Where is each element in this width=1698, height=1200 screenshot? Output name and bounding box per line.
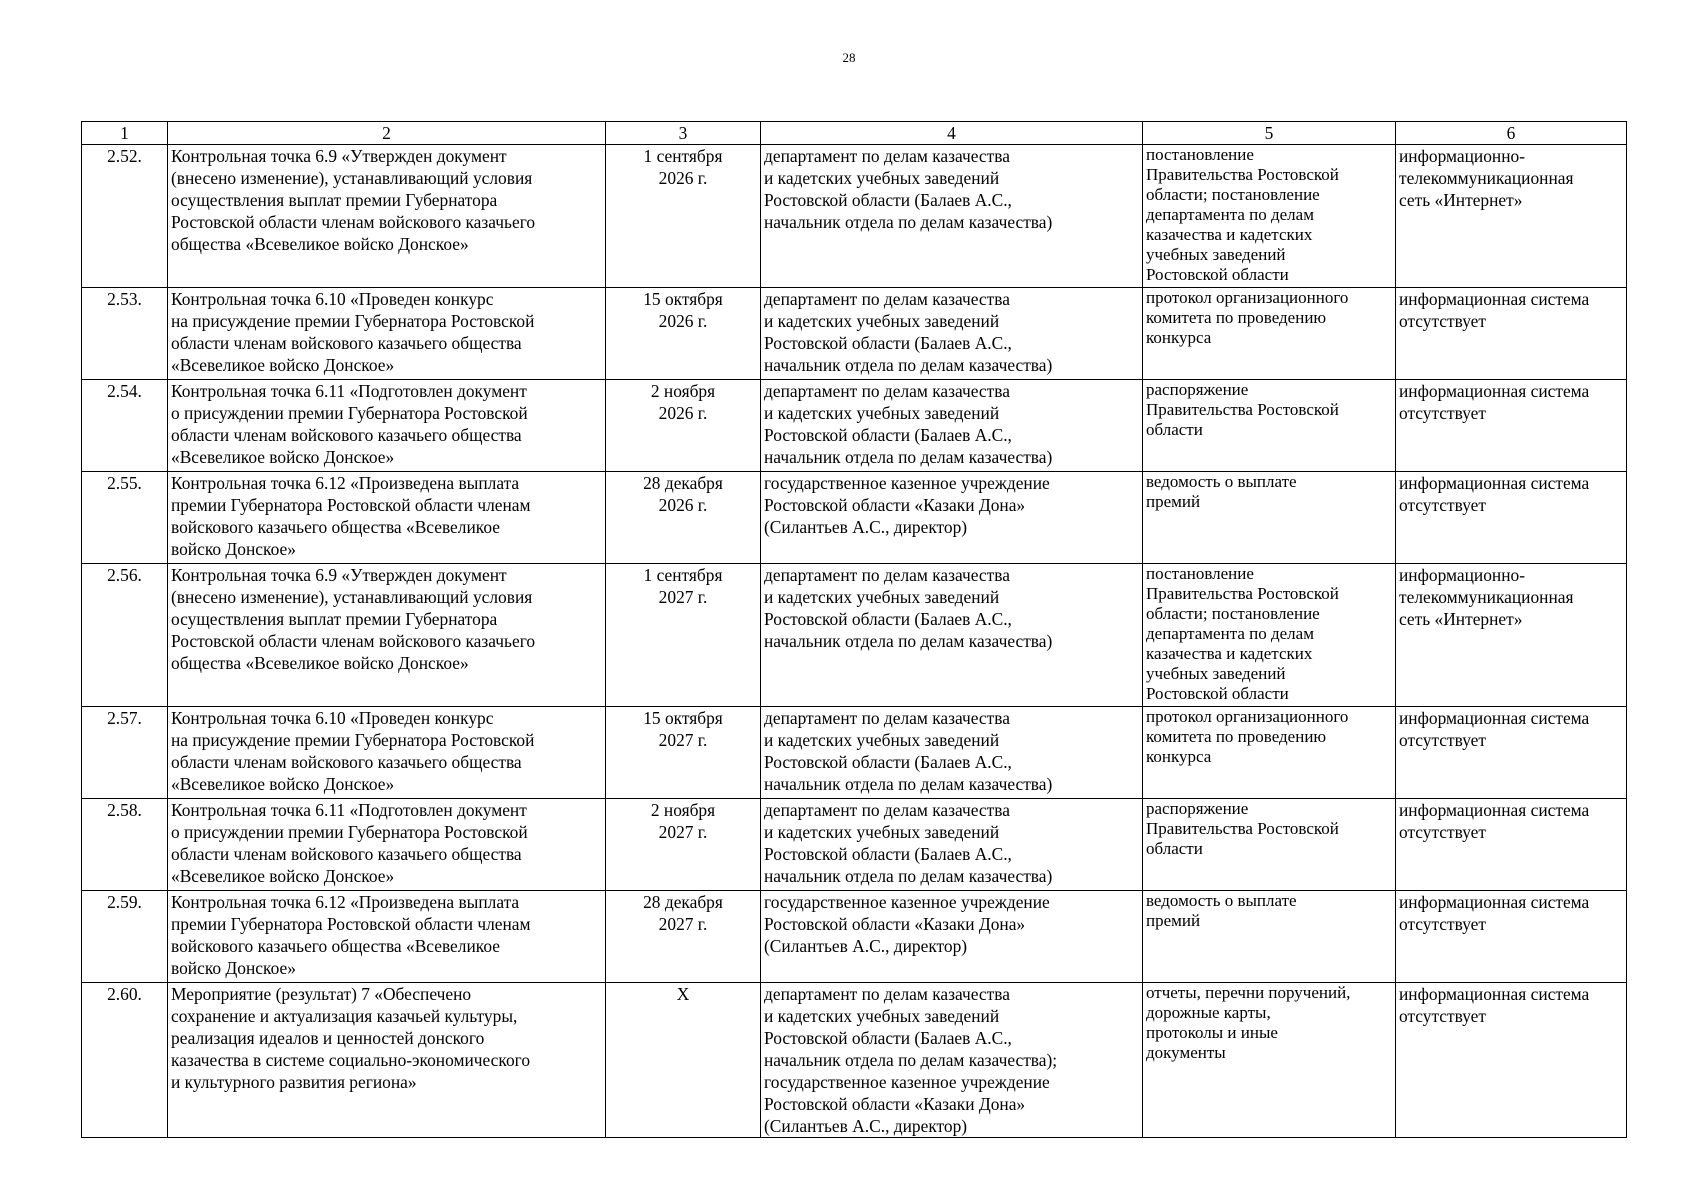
control-point-name-line: и культурного развития региона» bbox=[171, 1072, 417, 1092]
deadline-date-line: 2027 г. bbox=[658, 730, 708, 750]
information-system-cell bbox=[1396, 288, 1627, 380]
control-point-name-cell bbox=[168, 799, 606, 891]
deadline-date-line: 15 октября bbox=[643, 289, 723, 309]
information-system-line: телекоммуникационная bbox=[1399, 168, 1574, 188]
confirming-document-line: Правительства Ростовской bbox=[1146, 165, 1339, 184]
control-points-table bbox=[81, 121, 1627, 1138]
control-point-name-line: Ростовской области членам войскового казачьего bbox=[171, 631, 536, 651]
responsible-executor-line: и кадетских учебных заведений bbox=[764, 403, 1000, 423]
control-point-name-cell bbox=[168, 891, 606, 983]
column-number-row bbox=[82, 122, 1627, 145]
control-point-name-cell bbox=[168, 707, 606, 799]
responsible-executor-cell bbox=[761, 564, 1143, 707]
deadline-date-line: 28 декабря bbox=[643, 892, 723, 912]
responsible-executor-line: и кадетских учебных заведений bbox=[764, 311, 1000, 331]
responsible-executor-line: (Силантьев А.С., директор) bbox=[764, 1116, 968, 1136]
information-system-cell bbox=[1396, 983, 1627, 1138]
control-point-name-cell bbox=[168, 380, 606, 472]
confirming-document-line: области; постановление bbox=[1146, 185, 1320, 204]
responsible-executor-line: Ростовской области (Балаев А.С., bbox=[764, 609, 1012, 629]
column-header: 3 bbox=[606, 122, 761, 145]
control-point-name-line: Ростовской области членам войскового казачьего bbox=[171, 212, 536, 232]
control-point-name-line: реализация идеалов и ценностей донского bbox=[171, 1028, 485, 1048]
deadline-date-line: 1 сентября bbox=[643, 565, 723, 585]
row-number-cell: 2.59. bbox=[82, 891, 168, 983]
confirming-document-line: казачества и кадетских bbox=[1146, 644, 1313, 663]
table-row bbox=[82, 891, 1627, 983]
responsible-executor-line: и кадетских учебных заведений bbox=[764, 168, 1000, 188]
responsible-executor-line: начальник отдела по делам казачества) bbox=[764, 447, 1053, 467]
responsible-executor-cell bbox=[761, 145, 1143, 288]
responsible-executor-line: Ростовской области «Казаки Дона» bbox=[764, 495, 1026, 515]
information-system-cell bbox=[1396, 472, 1627, 564]
information-system-line: отсутствует bbox=[1399, 822, 1486, 842]
control-point-name-line: на присуждение премии Губернатора Ростовской bbox=[171, 311, 535, 331]
control-point-name-line: казачества в системе социально-экономического bbox=[171, 1050, 531, 1070]
column-header: 2 bbox=[168, 122, 606, 145]
confirming-document-line: учебных заведений bbox=[1146, 245, 1286, 264]
control-point-name-line: войскового казачьего общества «Всевеликое bbox=[171, 936, 500, 956]
information-system-cell bbox=[1396, 380, 1627, 472]
information-system-line: информационная система bbox=[1399, 708, 1590, 728]
deadline-date-cell bbox=[606, 891, 761, 983]
column-header: 1 bbox=[82, 122, 168, 145]
confirming-document-line: комитета по проведению bbox=[1146, 727, 1327, 746]
confirming-document-cell bbox=[1143, 472, 1396, 564]
control-point-name-line: «Всевеликое войско Донское» bbox=[171, 355, 395, 375]
confirming-document-line: протокол организационного bbox=[1146, 707, 1349, 726]
confirming-document-line: протоколы и иные bbox=[1146, 1023, 1278, 1042]
confirming-document-cell bbox=[1143, 799, 1396, 891]
control-point-name-line: Контрольная точка 6.9 «Утвержден документ bbox=[171, 146, 507, 166]
column-header: 4 bbox=[761, 122, 1143, 145]
confirming-document-line: премий bbox=[1146, 911, 1201, 930]
deadline-date-cell bbox=[606, 707, 761, 799]
deadline-date-cell bbox=[606, 380, 761, 472]
confirming-document-line: распоряжение bbox=[1146, 799, 1249, 818]
deadline-date-line: 2026 г. bbox=[658, 168, 708, 188]
column-header: 5 bbox=[1143, 122, 1396, 145]
information-system-cell bbox=[1396, 564, 1627, 707]
confirming-document-line: комитета по проведению bbox=[1146, 308, 1327, 327]
information-system-line: информационно- bbox=[1399, 146, 1526, 166]
confirming-document-line: Правительства Ростовской bbox=[1146, 819, 1339, 838]
table-row bbox=[82, 707, 1627, 799]
control-point-name-line: осуществления выплат премии Губернатора bbox=[171, 609, 498, 629]
page-number: 28 bbox=[842, 50, 856, 65]
information-system-line: информационная система bbox=[1399, 381, 1590, 401]
confirming-document-cell bbox=[1143, 145, 1396, 288]
control-point-name-line: войско Донское» bbox=[171, 539, 296, 559]
confirming-document-cell bbox=[1143, 983, 1396, 1138]
confirming-document-cell bbox=[1143, 564, 1396, 707]
information-system-line: информационно- bbox=[1399, 565, 1526, 585]
table-row bbox=[82, 288, 1627, 380]
responsible-executor-line: начальник отдела по делам казачества); bbox=[764, 1050, 1058, 1070]
responsible-executor-line: Ростовской области (Балаев А.С., bbox=[764, 1028, 1012, 1048]
confirming-document-line: Ростовской области bbox=[1146, 684, 1289, 703]
control-point-name-line: Контрольная точка 6.11 «Подготовлен документ bbox=[171, 381, 527, 401]
responsible-executor-line: и кадетских учебных заведений bbox=[764, 730, 1000, 750]
control-point-name-line: области членам войскового казачьего общества bbox=[171, 425, 522, 445]
responsible-executor-line: и кадетских учебных заведений bbox=[764, 822, 1000, 842]
responsible-executor-line: (Силантьев А.С., директор) bbox=[764, 517, 968, 537]
column-header: 6 bbox=[1396, 122, 1627, 145]
table-row bbox=[82, 380, 1627, 472]
control-point-name-line: Контрольная точка 6.10 «Проведен конкурс bbox=[171, 289, 494, 309]
row-number-cell: 2.57. bbox=[82, 707, 168, 799]
responsible-executor-line: Ростовской области (Балаев А.С., bbox=[764, 844, 1012, 864]
responsible-executor-line: департамент по делам казачества bbox=[764, 800, 1010, 820]
information-system-line: сеть «Интернет» bbox=[1399, 609, 1523, 629]
confirming-document-line: дорожные карты, bbox=[1146, 1003, 1271, 1022]
control-point-name-line: сохранение и актуализация казачьей культуры, bbox=[171, 1006, 518, 1026]
confirming-document-line: конкурса bbox=[1146, 747, 1212, 766]
information-system-line: информационная система bbox=[1399, 473, 1590, 493]
deadline-date-line: 2027 г. bbox=[658, 914, 708, 934]
confirming-document-line: Правительства Ростовской bbox=[1146, 584, 1339, 603]
information-system-line: отсутствует bbox=[1399, 311, 1486, 331]
row-number-cell: 2.53. bbox=[82, 288, 168, 380]
deadline-date-line: 2026 г. bbox=[658, 403, 708, 423]
confirming-document-line: департамента по делам bbox=[1146, 205, 1314, 224]
information-system-line: информационная система bbox=[1399, 892, 1590, 912]
table-row bbox=[82, 472, 1627, 564]
deadline-date-line: 2027 г. bbox=[658, 587, 708, 607]
control-point-name-line: осуществления выплат премии Губернатора bbox=[171, 190, 498, 210]
control-point-name-line: на присуждение премии Губернатора Ростовской bbox=[171, 730, 535, 750]
information-system-line: отсутствует bbox=[1399, 403, 1486, 423]
responsible-executor-cell bbox=[761, 799, 1143, 891]
responsible-executor-line: начальник отдела по делам казачества) bbox=[764, 631, 1053, 651]
row-number-cell: 2.52. bbox=[82, 145, 168, 288]
responsible-executor-line: Ростовской области (Балаев А.С., bbox=[764, 333, 1012, 353]
control-point-name-line: премии Губернатора Ростовской области членам bbox=[171, 495, 531, 515]
responsible-executor-line: департамент по делам казачества bbox=[764, 381, 1010, 401]
confirming-document-line: ведомость о выплате bbox=[1146, 891, 1297, 910]
information-system-line: информационная система bbox=[1399, 800, 1590, 820]
responsible-executor-line: Ростовской области (Балаев А.С., bbox=[764, 425, 1012, 445]
control-point-name-line: о присуждении премии Губернатора Ростовской bbox=[171, 403, 528, 423]
information-system-line: сеть «Интернет» bbox=[1399, 190, 1523, 210]
control-point-name-line: (внесено изменение), устанавливающий условия bbox=[171, 168, 533, 188]
confirming-document-line: департамента по делам bbox=[1146, 624, 1314, 643]
table-row bbox=[82, 799, 1627, 891]
responsible-executor-line: департамент по делам казачества bbox=[764, 708, 1010, 728]
responsible-executor-cell bbox=[761, 472, 1143, 564]
control-point-name-cell bbox=[168, 472, 606, 564]
confirming-document-line: отчеты, перечни поручений, bbox=[1146, 983, 1351, 1002]
control-point-name-line: «Всевеликое войско Донское» bbox=[171, 447, 395, 467]
responsible-executor-cell bbox=[761, 707, 1143, 799]
control-point-name-line: «Всевеликое войско Донское» bbox=[171, 774, 395, 794]
responsible-executor-line: Ростовской области (Балаев А.С., bbox=[764, 190, 1012, 210]
confirming-document-line: документы bbox=[1146, 1043, 1226, 1062]
responsible-executor-line: государственное казенное учреждение bbox=[764, 473, 1050, 493]
responsible-executor-line: Ростовской области «Казаки Дона» bbox=[764, 1094, 1026, 1114]
table-row bbox=[82, 145, 1627, 288]
confirming-document-line: казачества и кадетских bbox=[1146, 225, 1313, 244]
row-number-cell: 2.54. bbox=[82, 380, 168, 472]
row-number-cell: 2.55. bbox=[82, 472, 168, 564]
deadline-date-cell bbox=[606, 983, 761, 1138]
control-point-name-line: Контрольная точка 6.9 «Утвержден документ bbox=[171, 565, 507, 585]
control-point-name-line: «Всевеликое войско Донское» bbox=[171, 866, 395, 886]
information-system-cell bbox=[1396, 799, 1627, 891]
control-point-name-cell bbox=[168, 288, 606, 380]
control-point-name-line: Контрольная точка 6.11 «Подготовлен документ bbox=[171, 800, 527, 820]
confirming-document-cell bbox=[1143, 707, 1396, 799]
deadline-date-cell bbox=[606, 472, 761, 564]
deadline-date-line: 2026 г. bbox=[658, 495, 708, 515]
confirming-document-line: премий bbox=[1146, 492, 1201, 511]
control-point-name-line: (внесено изменение), устанавливающий условия bbox=[171, 587, 533, 607]
responsible-executor-cell bbox=[761, 891, 1143, 983]
control-point-name-cell bbox=[168, 983, 606, 1138]
responsible-executor-line: и кадетских учебных заведений bbox=[764, 1006, 1000, 1026]
control-point-name-line: области членам войскового казачьего общества bbox=[171, 844, 522, 864]
confirming-document-cell bbox=[1143, 380, 1396, 472]
control-point-name-line: Мероприятие (результат) 7 «Обеспечено bbox=[171, 984, 472, 1004]
responsible-executor-line: департамент по делам казачества bbox=[764, 289, 1010, 309]
responsible-executor-line: департамент по делам казачества bbox=[764, 984, 1010, 1004]
confirming-document-line: протокол организационного bbox=[1146, 288, 1349, 307]
information-system-line: телекоммуникационная bbox=[1399, 587, 1574, 607]
responsible-executor-cell bbox=[761, 288, 1143, 380]
confirming-document-line: области; постановление bbox=[1146, 604, 1320, 623]
deadline-date-line: 28 декабря bbox=[643, 473, 723, 493]
information-system-cell bbox=[1396, 145, 1627, 288]
table-body bbox=[82, 145, 1627, 1138]
deadline-date-line: 15 октября bbox=[643, 708, 723, 728]
deadline-date-cell bbox=[606, 145, 761, 288]
responsible-executor-line: начальник отдела по делам казачества) bbox=[764, 212, 1053, 232]
confirming-document-line: области bbox=[1146, 839, 1203, 858]
row-number-cell: 2.56. bbox=[82, 564, 168, 707]
deadline-date-line: 2026 г. bbox=[658, 311, 708, 331]
control-point-name-line: Контрольная точка 6.12 «Произведена выплата bbox=[171, 892, 520, 912]
control-point-name-line: Контрольная точка 6.12 «Произведена выплата bbox=[171, 473, 520, 493]
responsible-executor-line: (Силантьев А.С., директор) bbox=[764, 936, 968, 956]
responsible-executor-line: начальник отдела по делам казачества) bbox=[764, 774, 1053, 794]
confirming-document-line: Ростовской области bbox=[1146, 265, 1289, 284]
control-point-name-line: общества «Всевеликое войско Донское» bbox=[171, 234, 469, 254]
control-point-name-cell bbox=[168, 564, 606, 707]
deadline-date-cell bbox=[606, 288, 761, 380]
control-point-name-line: области членам войскового казачьего общества bbox=[171, 333, 522, 353]
control-point-name-cell bbox=[168, 145, 606, 288]
responsible-executor-line: Ростовской области (Балаев А.С., bbox=[764, 752, 1012, 772]
confirming-document-cell bbox=[1143, 288, 1396, 380]
responsible-executor-cell bbox=[761, 983, 1143, 1138]
row-number-cell: 2.60. bbox=[82, 983, 168, 1138]
information-system-line: отсутствует bbox=[1399, 495, 1486, 515]
deadline-date-line: 2027 г. bbox=[658, 822, 708, 842]
control-point-name-line: области членам войскового казачьего общества bbox=[171, 752, 522, 772]
responsible-executor-line: начальник отдела по делам казачества) bbox=[764, 355, 1053, 375]
deadline-date-line: 1 сентября bbox=[643, 146, 723, 166]
responsible-executor-line: департамент по делам казачества bbox=[764, 146, 1010, 166]
deadline-date-line: 2 ноября bbox=[650, 381, 716, 401]
information-system-cell bbox=[1396, 707, 1627, 799]
control-point-name-line: Контрольная точка 6.10 «Проведен конкурс bbox=[171, 708, 494, 728]
confirming-document-line: постановление bbox=[1146, 564, 1254, 583]
deadline-date-cell bbox=[606, 564, 761, 707]
information-system-line: отсутствует bbox=[1399, 914, 1486, 934]
information-system-line: отсутствует bbox=[1399, 730, 1486, 750]
deadline-date-line: 2 ноября bbox=[650, 800, 716, 820]
information-system-line: информационная система bbox=[1399, 289, 1590, 309]
confirming-document-line: ведомость о выплате bbox=[1146, 472, 1297, 491]
row-number-cell: 2.58. bbox=[82, 799, 168, 891]
information-system-line: отсутствует bbox=[1399, 1006, 1486, 1026]
confirming-document-cell bbox=[1143, 891, 1396, 983]
responsible-executor-line: и кадетских учебных заведений bbox=[764, 587, 1000, 607]
responsible-executor-line: государственное казенное учреждение bbox=[764, 892, 1050, 912]
responsible-executor-line: государственное казенное учреждение bbox=[764, 1072, 1050, 1092]
information-system-cell bbox=[1396, 891, 1627, 983]
responsible-executor-line: департамент по делам казачества bbox=[764, 565, 1010, 585]
deadline-date-cell bbox=[606, 799, 761, 891]
information-system-line: информационная система bbox=[1399, 984, 1590, 1004]
control-point-name-line: войскового казачьего общества «Всевеликое bbox=[171, 517, 500, 537]
responsible-executor-cell bbox=[761, 380, 1143, 472]
deadline-date-line: Х bbox=[676, 984, 690, 1004]
confirming-document-line: учебных заведений bbox=[1146, 664, 1286, 683]
control-point-name-line: войско Донское» bbox=[171, 958, 296, 978]
confirming-document-line: постановление bbox=[1146, 145, 1254, 164]
confirming-document-line: распоряжение bbox=[1146, 380, 1249, 399]
control-point-name-line: премии Губернатора Ростовской области членам bbox=[171, 914, 531, 934]
table-row bbox=[82, 983, 1627, 1138]
control-point-name-line: общества «Всевеликое войско Донское» bbox=[171, 653, 469, 673]
table-row bbox=[82, 564, 1627, 707]
responsible-executor-line: Ростовской области «Казаки Дона» bbox=[764, 914, 1026, 934]
confirming-document-line: Правительства Ростовской bbox=[1146, 400, 1339, 419]
confirming-document-line: конкурса bbox=[1146, 328, 1212, 347]
responsible-executor-line: начальник отдела по делам казачества) bbox=[764, 866, 1053, 886]
confirming-document-line: области bbox=[1146, 420, 1203, 439]
control-point-name-line: о присуждении премии Губернатора Ростовской bbox=[171, 822, 528, 842]
